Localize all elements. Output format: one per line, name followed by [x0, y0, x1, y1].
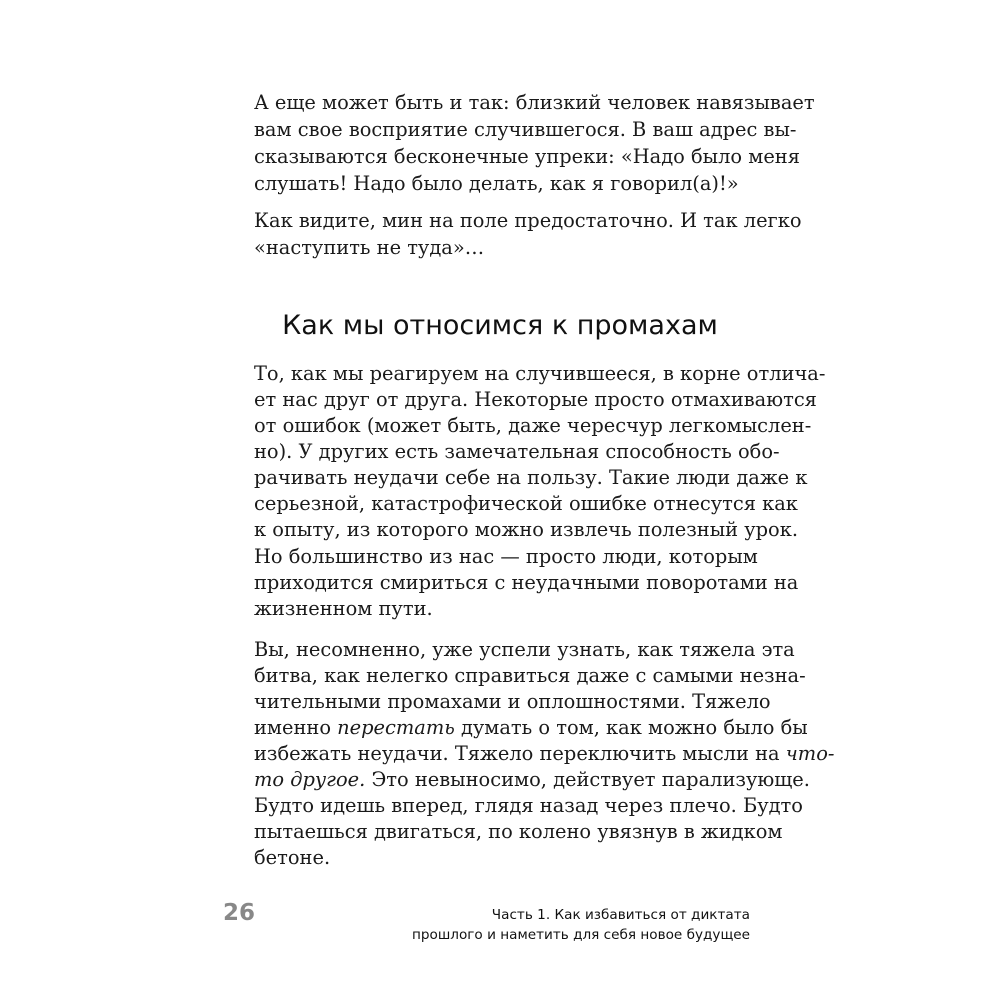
text-line: Будто идешь вперед, глядя назад через плечо. Будто [254, 794, 803, 817]
text-run: Это невыносимо, действует парализующе. [365, 768, 810, 791]
running-head-line: прошлого и наметить для себя новое будущее [412, 927, 750, 943]
text-run: думать о том, как можно было бы [454, 716, 808, 739]
text-line: слушать! Надо было делать, как я говорил(а)!» [254, 172, 739, 195]
text-run: именно [254, 716, 338, 739]
text-line: но). У других есть замечательная способность обо- [254, 440, 780, 463]
running-head-line: Часть 1. Как избавиться от диктата [491, 907, 750, 923]
text-line: рачивать неудачи себе на пользу. Такие люди даже к [254, 466, 808, 489]
text-line [254, 715, 808, 741]
text-line [254, 767, 810, 793]
text-line: от ошибок (может быть, даже чересчур легкомыслен- [254, 414, 812, 437]
text-line: серьезной, катастрофической ошибке отнесутся как [254, 492, 798, 515]
text-line: Но большинство из нас — просто люди, которым [254, 545, 758, 568]
text-line: Вы, несомненно, уже успели узнать, как тяжела эта [254, 638, 795, 661]
text-line [254, 741, 835, 767]
text-line: А еще может быть и так: близкий человек навязывает [254, 91, 815, 114]
text-line: сказываются бесконечные упреки: «Надо было меня [254, 145, 800, 168]
text-line: Как видите, мин на поле предостаточно. И так легко [254, 209, 802, 232]
text-line: То, как мы реагируем на случившееся, в корне отлича- [254, 362, 826, 385]
text-line: пытаешься двигаться, по колено увязнув в жидком [254, 820, 783, 843]
text-line: бетоне. [254, 846, 331, 869]
text-line: чительными промахами и оплошностями. Тяжело [254, 690, 771, 713]
section-heading: Как мы относимся к промахам [282, 310, 718, 341]
emphasis-text: перестать [337, 716, 455, 739]
text-line: к опыту, из которого можно извлечь полезный урок. [254, 518, 799, 541]
emphasis-text: то другое. [254, 768, 366, 791]
text-run: избежать неудачи. Тяжело переключить мысли на [254, 742, 786, 765]
text-line: ет нас друг от друга. Некоторые просто отмахиваются [254, 388, 817, 411]
text-line: вам свое восприятие случившегося. В ваш адрес вы- [254, 118, 797, 141]
text-line: жизненном пути. [254, 597, 433, 620]
text-line: «наступить не туда»… [254, 236, 485, 259]
emphasis-text: что- [785, 742, 835, 765]
text-line: приходится смириться с неудачными поворотами на [254, 571, 799, 594]
text-line: битва, как нелегко справиться даже с самыми незна- [254, 664, 806, 687]
page-number: 26 [223, 900, 256, 926]
